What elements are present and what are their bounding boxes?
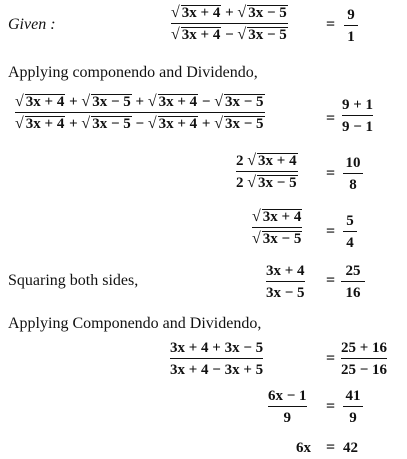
- step8-equals: =: [326, 439, 336, 456]
- step1-lhs-fraction: √ 3x + 4 + √ 3x − 5 √ 3x + 4 − √ 3x − 5: [171, 4, 287, 44]
- step5-lhs-fraction: 3x + 4 3x − 5: [266, 263, 305, 302]
- text-applying-componendo-1: Applying componendo and Dividendo,: [8, 64, 258, 81]
- step3-lhs-fraction: 2 √ 3x + 4 2 √ 3x − 5: [236, 152, 297, 192]
- step6-equals: =: [326, 350, 336, 367]
- step2-rhs-fraction: 9 + 1 9 − 1: [342, 97, 374, 136]
- text-applying-componendo-2: Applying Componendo and Dividendo,: [8, 315, 262, 332]
- step5-rhs-fraction: 25 16: [341, 262, 365, 302]
- step3-rhs-fraction: 10 8: [343, 154, 363, 194]
- step1-equals: =: [326, 16, 336, 33]
- step1-rhs-fraction: 9 1: [344, 6, 358, 46]
- step8-lhs: 6x: [296, 440, 311, 456]
- step7-rhs-fraction: 41 9: [343, 387, 363, 427]
- step7-lhs-fraction: 6x − 1 9: [268, 388, 307, 427]
- step6-rhs-fraction: 25 + 16 25 − 16: [341, 340, 388, 379]
- step4-lhs-fraction: √ 3x + 4 √ 3x − 5: [252, 208, 302, 248]
- step2-lhs-fraction: √ 3x + 4 + √ 3x − 5 + √ 3x + 4 − √ 3x − 5 √ 3x + 4 + √ 3x − 5 − √ 3x + 4 + √ 3x − 5: [15, 93, 264, 133]
- step4-rhs-fraction: 5 4: [343, 212, 357, 252]
- label-given: Given :: [8, 16, 56, 33]
- step3-equals: =: [326, 165, 336, 182]
- step7-equals: =: [326, 398, 336, 415]
- step8-rhs: 42: [343, 440, 358, 456]
- text-squaring-both-sides: Squaring both sides,: [8, 272, 139, 289]
- step5-equals: =: [326, 272, 336, 289]
- step2-equals: =: [326, 110, 336, 127]
- step4-equals: =: [326, 223, 336, 240]
- step6-lhs-fraction: 3x + 4 + 3x − 5 3x + 4 − 3x + 5: [170, 340, 264, 379]
